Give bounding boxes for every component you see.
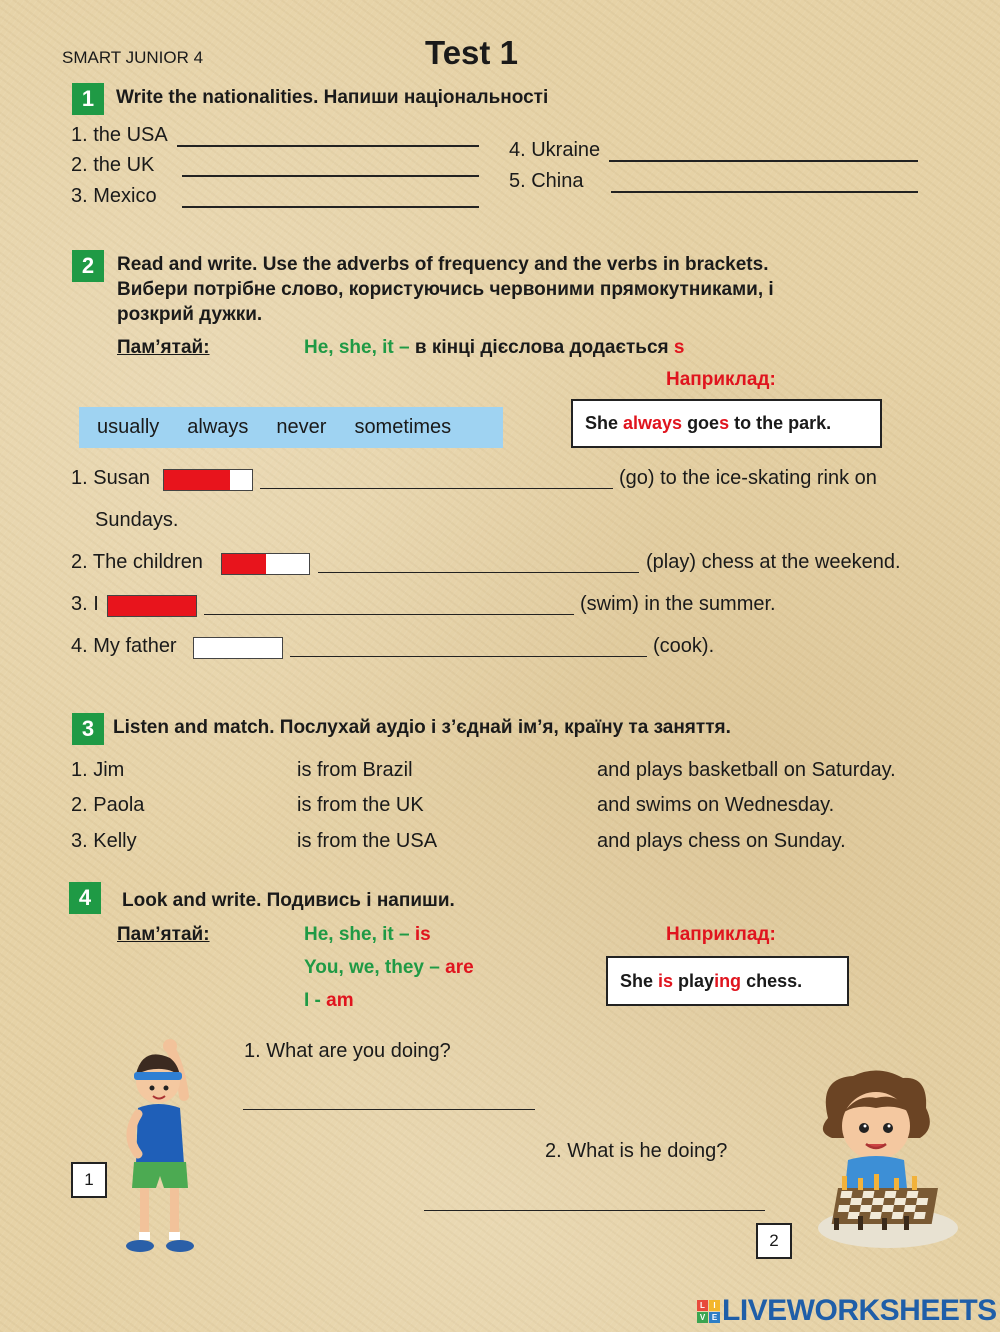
match-name-paola[interactable]: 2. Paola [71,794,145,816]
frequency-gauge [163,469,253,491]
adverb-always: always [187,416,249,438]
task4-rule-you [304,957,474,979]
task1-answer-ukraine[interactable] [609,160,918,162]
task1-item-usa: 1. the USA [71,124,168,146]
rule-verb: am [326,990,354,1011]
task2-instruction-ua-cont: розкрий дужки. [117,304,263,325]
rule-pronouns: You, we, they – [304,957,440,978]
logo-block: L [697,1300,708,1311]
example-part: to the park. [729,413,832,433]
task1-item-ukraine: 4. Ukraine [509,139,601,161]
rule-pronouns: I - [304,990,321,1011]
logo-block: V [697,1312,708,1323]
match-country-brazil[interactable]: is from Brazil [297,759,413,781]
example-adverb: always [623,413,683,433]
series-label: SMART JUNIOR 4 [62,48,204,67]
example-part: chess. [741,970,803,991]
task2-instruction-ua: Вибери потрібне слово, користуючись червоними прямокутниками, і [117,279,774,300]
example-part: goe [682,413,720,433]
task4-rule-he [304,924,431,946]
example-part: She [620,970,659,991]
task3-instruction: Listen and match. Послухай аудіо і з’єднай ім’я, країну та заняття. [113,717,731,738]
task2-rule-suffix: s [673,337,685,358]
frequency-fill [222,554,266,574]
match-name-kelly[interactable]: 3. Kelly [71,830,137,852]
sentence2-answer[interactable] [318,572,639,573]
task4-remember-label: Пам’ятай: [117,924,210,945]
adverb-usually: usually [97,416,160,438]
task1-answer-usa[interactable] [177,145,479,147]
sentence1-cont: Sundays. [95,509,179,531]
question2-answer[interactable] [424,1210,765,1211]
logo-block: I [709,1300,720,1311]
sentence3-start: 3. I [71,593,99,615]
match-country-usa[interactable]: is from the USA [297,830,438,852]
match-activity-swims[interactable]: and swims on Wednesday. [597,794,835,816]
task2-number-badge: 2 [72,250,104,282]
task2-example-box [571,399,882,448]
sentence1-answer[interactable] [260,488,613,489]
task1-answer-china[interactable] [611,191,918,193]
rule-verb: is [414,924,431,945]
task2-remember-label: Пам’ятай: [117,337,210,358]
sentence1-start: 1. Susan [71,467,150,489]
frequency-gauge [193,637,283,659]
picture1-number: 1 [71,1162,107,1198]
task1-answer-uk[interactable] [182,175,479,177]
sentence4-answer[interactable] [290,656,647,657]
sentence2-end: (play) chess at the weekend. [646,551,901,573]
task1-item-uk: 2. the UK [71,154,155,176]
frequency-gauge [107,595,197,617]
task4-number-badge: 4 [69,882,101,914]
example-aux: is [658,970,674,991]
match-activity-chess[interactable]: and plays chess on Sunday. [597,830,846,852]
sentence3-answer[interactable] [204,614,574,615]
task1-number-badge: 1 [72,83,104,115]
picture2-number: 2 [756,1223,792,1259]
adverb-never: never [276,416,327,438]
task2-remember-rule [304,337,685,359]
task4-example-label: Наприклад: [666,924,776,945]
boy-stretching-illustration [108,1036,238,1258]
task2-instruction-en: Read and write. Use the adverbs of frequency and the verbs in brackets. [117,254,769,275]
sentence3-end: (swim) in the summer. [580,593,776,615]
logo-block: E [709,1312,720,1323]
task4-example-box [606,956,849,1006]
example-suffix: s [719,413,730,433]
task2-rule-pronouns: He, she, it – [304,337,410,358]
task1-item-mexico: 3. Mexico [71,185,157,207]
task3-number-badge: 3 [72,713,104,745]
match-activity-basketball[interactable]: and plays basketball on Saturday. [597,759,896,781]
task1-answer-mexico[interactable] [182,206,479,208]
frequency-fill [108,596,196,616]
rule-verb: are [445,957,474,978]
boy-chess-illustration [808,1068,960,1254]
page-title: Test 1 [425,34,518,71]
example-suffix: ing [714,970,742,991]
task4-instruction: Look and write. Подивись і напиши. [122,890,455,911]
task2-rule-text: в кінці дієслова додається [414,337,669,358]
task2-example-label: Наприклад: [666,369,776,390]
frequency-fill [164,470,230,490]
example-part: She [585,413,624,433]
question2: 2. What is he doing? [545,1140,728,1162]
task4-rule-i [304,990,354,1012]
example-part: play [673,970,715,991]
question1-answer[interactable] [243,1109,535,1110]
sentence1-end: (go) to the ice-skating rink on [619,467,877,489]
sentence4-start: 4. My father [71,635,177,657]
match-name-jim[interactable]: 1. Jim [71,759,125,781]
task1-item-china: 5. China [509,170,584,192]
sentence2-start: 2. The children [71,551,203,573]
task1-instruction: Write the nationalities. Напиши національності [116,87,549,108]
logo-text: LIVEWORKSHEETS [722,1294,997,1327]
sentence4-end: (cook). [653,635,715,657]
match-country-uk[interactable]: is from the UK [297,794,424,816]
adverb-sometimes: sometimes [354,416,452,438]
logo-icon [697,1300,720,1323]
question1: 1. What are you doing? [244,1040,451,1062]
liveworksheets-logo [697,1294,997,1328]
rule-pronouns: He, she, it – [304,924,410,945]
adverb-bank [79,407,503,448]
frequency-gauge [221,553,310,575]
